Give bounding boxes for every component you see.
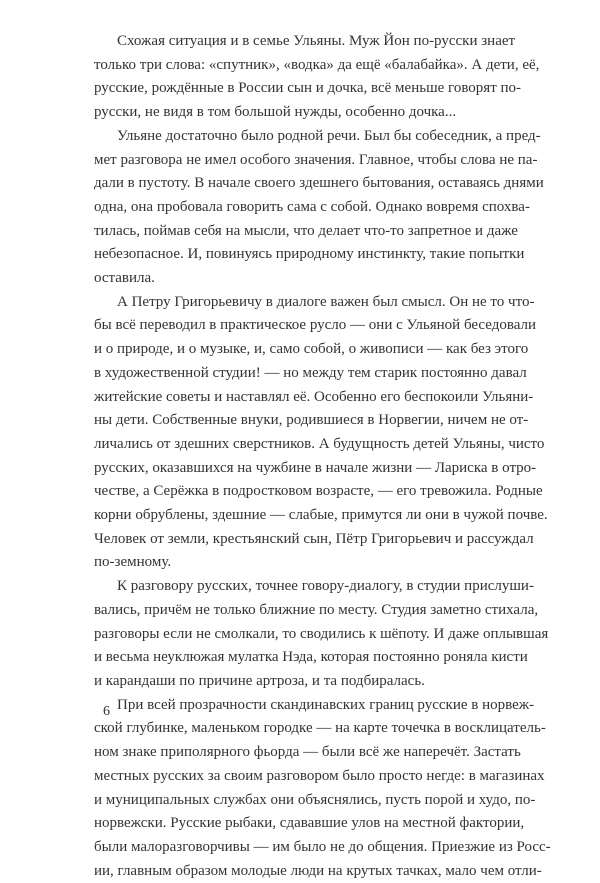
body-text xyxy=(94,30,551,883)
text-line: мет разговора не имел особого значения. Главное, чтобы слова не па- xyxy=(94,151,538,168)
text-line: и муниципальных службах они объяснялись, пусть порой и худо, по- xyxy=(94,791,536,808)
text-line: Схожая ситуация и в семье Ульяны. Муж Йон по-русски знает xyxy=(117,33,516,49)
text-line: и о природе, и о музыке, и, само собой, о живописи — как без этого xyxy=(94,341,529,358)
text-line: корни обрублены, здешние — слабые, примутся ли они в чужой почве. xyxy=(94,507,548,524)
text-line: русские, рождённые в России сын и дочка, всё меньше говорят по- xyxy=(94,80,522,97)
text-line: вались, причём не только ближние по месту. Студия заметно стихала, xyxy=(94,601,539,618)
text-line: русских, оказавшихся на чужбине в начале жизни — Лариска в отро- xyxy=(94,459,537,476)
text-line: К разговору русских, точнее говору-диалогу, в студии прислуши- xyxy=(117,578,534,595)
paragraph-1 xyxy=(94,30,540,125)
text-line: Ульяне достаточно было родной речи. Был бы собеседник, а пред- xyxy=(117,127,541,144)
text-line: оставила. xyxy=(94,270,155,287)
text-line: в художественной студии! — но между тем старик постоянно давал xyxy=(94,364,527,381)
text-line: ны дети. Собственные внуки, родившиеся в Норвегии, ничем не от- xyxy=(94,412,529,429)
paragraph-3 xyxy=(94,291,548,575)
paragraph-4 xyxy=(94,575,549,694)
text-line: личались от здешних сверстников. А будущность детей Ульяны, чисто xyxy=(94,435,545,452)
paragraph-2 xyxy=(94,125,544,291)
text-line: ской глубинке, маленьком городке — на карте точечка в восклицатель- xyxy=(94,720,546,737)
text-line: русски, не видя в том большой нужды, особенно дочка... xyxy=(94,104,457,121)
text-line: норвежски. Русские рыбаки, сдававшие улов на местной фактории, xyxy=(94,815,525,832)
text-line: разговоры если не смолкали, то сводились к шёпоту. И даже оплывшая xyxy=(94,625,549,642)
text-line: житейские советы и наставлял её. Особенно его беспокоили Ульяни- xyxy=(94,388,534,405)
text-line: ии, главным образом молодые люди на крутых тачках, мало чем отли- xyxy=(94,862,542,879)
text-line: были малоразговорчивы — им было не до общения. Приезжие из Росс- xyxy=(94,838,551,855)
text-line: небезопасное. И, повинуясь природному инстинкту, такие попытки xyxy=(94,246,525,263)
text-line: А Петру Григорьевичу в диалоге важен был смысл. Он не то что- xyxy=(117,293,535,310)
text-line: честве, а Серёжка в подростковом возрасте, — его тревожила. Родные xyxy=(94,483,543,500)
paragraph-5 xyxy=(94,694,551,883)
text-line: и весьма неуклюжая мулатка Нэда, которая постоянно роняла кисти xyxy=(94,649,528,666)
text-line: только три слова: «спутник», «водка» да ещё «балабайка». А дети, её, xyxy=(94,56,540,73)
text-line: по-земному. xyxy=(94,554,172,571)
text-line: бы всё переводил в практическое русло — они с Ульяной беседовали xyxy=(94,317,537,334)
page-number: 6 xyxy=(103,704,110,719)
text-line: Человек от земли, крестьянский сын, Пётр Григорьевич и рассуждал xyxy=(94,530,534,547)
text-line: тилась, поймав себя на мысли, что делает что-то запретное и даже xyxy=(94,222,518,239)
text-line: местных русских за своим разговором было просто негде: в магазинах xyxy=(94,767,545,784)
text-line: При всей прозрачности скандинавских границ русские в норвеж- xyxy=(117,696,535,713)
text-line: одна, она пробовала говорить сама с собой. Однако вовремя спохва- xyxy=(94,198,530,215)
text-line: и карандаши по причине артроза, и та подбиралась. xyxy=(94,672,425,689)
text-line: дали в пустоту. В начале своего здешнего бытования, оставаясь днями xyxy=(94,175,544,192)
text-line: ном знаке приполярного фьорда — были всё же наперечёт. Застать xyxy=(94,744,521,761)
